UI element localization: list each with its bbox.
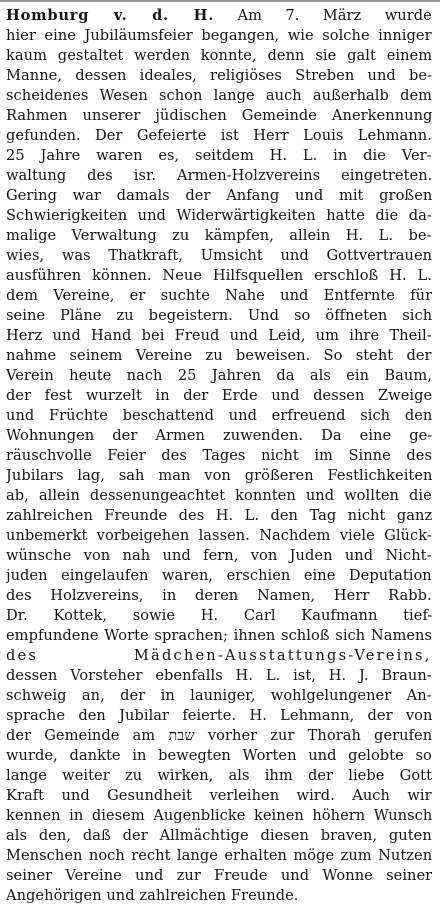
article-line: juden eingelaufen waren, erschien eine Deputation (6, 567, 432, 584)
article-line: räuschvolle Feier des Tages nicht im Sinne des (6, 447, 432, 464)
article-line: Dr. Kottek, sowie H. Carl Kaufmann tief- (6, 607, 432, 624)
article-line: schweig an, der in launiger, wohlgelungener An- (6, 687, 432, 704)
article-line: ab, allein dessenungeachtet konnten und wollten die (6, 487, 432, 504)
article-line: hier eine Jubiläumsfeier begangen, wie solche inniger (6, 27, 432, 44)
article-line: lange weiter zu wirken, als ihm der liebe Gott (6, 767, 432, 784)
article-line: als den, daß der Allmächtige diesen braven, guten (6, 827, 432, 844)
article-line: Herz und Hand bei Freud und Leid, um ihre Theil- (6, 327, 432, 344)
article-line: empfundene Worte sprachen; ihnen schloß sich Namens (6, 627, 432, 644)
article-line: Homburg v. d. H. Am 7. März wurde (6, 7, 432, 24)
article-line: scheidenes Wesen schon lange auch außerhalb dem (6, 87, 432, 104)
article-line: sprache den Jubilar feierte. H. Lehmann, der von (6, 707, 432, 724)
article-body (6, 6, 432, 906)
article-line: Angehörigen und zahlreichen Freunde. (6, 887, 299, 904)
column-top-rule (0, 0, 440, 2)
article-line: Rahmen unserer jüdischen Gemeinde Anerkennung (6, 107, 432, 124)
article-line: seiner Vereine und zur Freude und Wonne seiner (6, 867, 432, 884)
article-line: malige Verwaltung zu kämpfen, allein H. L. be- (6, 227, 432, 244)
article-line: wünsche von nah und fern, von Juden und Nicht- (6, 547, 432, 564)
article-line: gefunden. Der Gefeierte ist Herr Louis Lehmann. (6, 127, 432, 144)
article-line: dessen Vorsteher ebenfalls H. L. ist, H. J. Braun- (6, 667, 432, 684)
article-line: unbemerkt vorbeigehen lassen. Nachdem viele Glück- (6, 527, 432, 544)
article-line: Verein heute nach 25 Jahren da als ein Baum, (6, 367, 432, 384)
article-line: Manne, dessen ideales, religiöses Streben und be- (6, 67, 432, 84)
article-line: der Gemeinde am שבת vorher zur Thorah gerufen (6, 727, 432, 744)
article-line: Jubilars lag, sah man von größeren Festlichkeiten (6, 467, 432, 484)
article-line: der fest wurzelt in der Erde und dessen Zweige (6, 387, 432, 404)
article-line: wies, was Thatkraft, Umsicht und Gottvertrauen (6, 247, 432, 264)
article-line: Schwierigkeiten und Widerwärtigkeiten hatte die da- (6, 207, 432, 224)
article-line: des Mädchen-Ausstattungs-Vereins, (6, 647, 432, 664)
article-line: Kraft und Gesundheit verleihen wird. Auch wir (6, 787, 432, 804)
article-line: kaum gestaltet werden konnte, denn sie galt einem (6, 47, 432, 64)
article-line: kennen in diesem Augenblicke keinen höhern Wunsch (6, 807, 432, 824)
article-line: Menschen noch recht lange erhalten möge zum Nutzen (6, 847, 432, 864)
article-line: Wohnungen der Armen zuwenden. Da eine ge- (6, 427, 432, 444)
article-line: nahme seinem Vereine zu beweisen. So steht der (6, 347, 432, 364)
article-line: ausführen können. Neue Hilfsquellen erschloß H. L. (6, 267, 432, 284)
article-line: und Früchte beschattend und erfreuend sich den (6, 407, 432, 424)
article-line: 25 Jahre waren es, seitdem H. L. in die Ver- (6, 147, 432, 164)
article-dateline: Homburg v. d. H. (6, 7, 215, 24)
article-line: dem Vereine, er suchte Nahe und Entfernte für (6, 287, 432, 304)
article-line: zahlreichen Freunde des H. L. den Tag nicht ganz (6, 507, 432, 524)
article-line: Gering war damals der Anfang und mit großen (6, 187, 432, 204)
article-line: seine Pläne zu begeistern. Und so öffneten sich (6, 307, 432, 324)
article-line: des Holzvereins, in deren Namen, Herr Rabb. (6, 587, 432, 604)
article-line: wurde, dankte in bewegten Worten und gelobte so (6, 747, 432, 764)
article-line: waltung des isr. Armen-Holzvereins eingetreten. (6, 167, 432, 184)
